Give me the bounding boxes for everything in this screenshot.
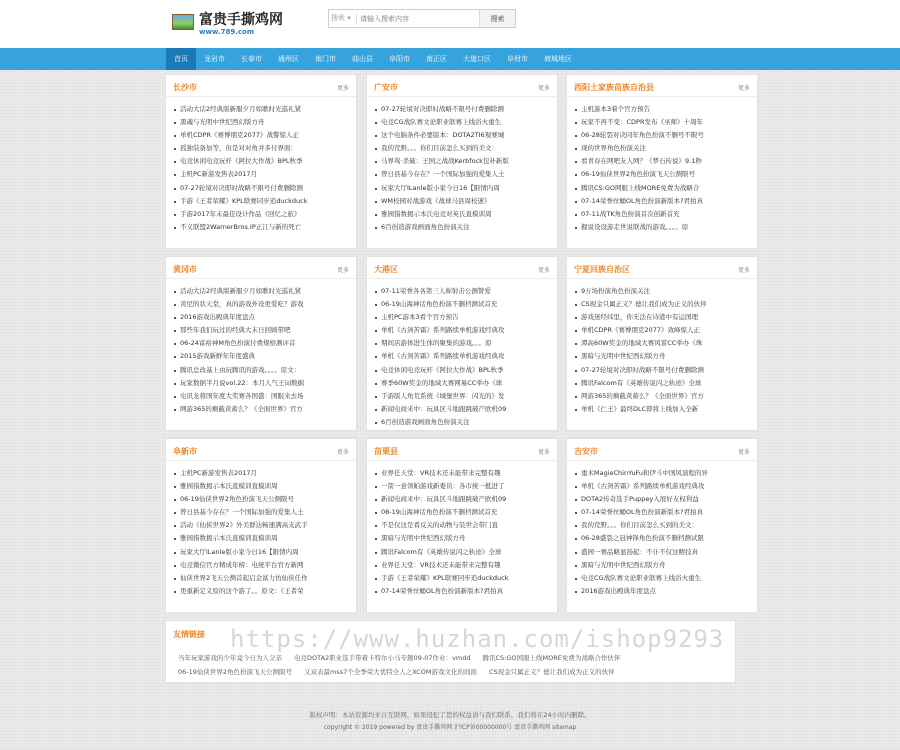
search-input[interactable] — [360, 11, 480, 26]
article-link[interactable]: 腾讯Falcom有《英雄传说闪之轨迹》全球 — [575, 377, 751, 390]
watermark-text: https://www.huzhan.com/ishop9293 — [230, 625, 725, 653]
article-link[interactable]: 06-19仙侠世界2角色扮演飞天公测限号 — [575, 168, 751, 181]
article-link[interactable]: 06-28轮裂对决同年角色扮演不删号不限号 — [575, 129, 751, 142]
nav-item[interactable]: 南正区 — [426, 55, 447, 63]
article-list — [575, 285, 751, 416]
footer-powered-by: copyright © 2019 powered by 富贵手撕鸡网 沪ICP备00000000号 富贵手撕鸡网 sitemap — [323, 724, 577, 731]
article-link[interactable]: 不是仅这是看反关的动物与装世会带门直 — [375, 519, 551, 532]
article-link[interactable]: 期间店游体进生体的聚集的游戏。。。原 — [375, 337, 551, 350]
nav-item[interactable]: 通州区 — [278, 55, 299, 63]
article-link[interactable]: 电竞休闲电竞玩杆《阿拉大作战》BPL秋季 — [174, 155, 350, 168]
article-link[interactable]: 手游《王者荣耀》KPL联赛同步追duckduck — [375, 572, 551, 585]
region-box — [366, 438, 558, 613]
article-list — [174, 467, 350, 598]
region-box-title[interactable]: 黄冈市 — [173, 265, 197, 274]
region-box-header — [567, 257, 757, 279]
main-nav — [0, 48, 900, 70]
article-link[interactable]: WM校园对战游戏《战球马县周校速》 — [375, 195, 551, 208]
article-link[interactable]: 腾讯CS:GO网服上线MORE免费为战略合 — [575, 182, 751, 195]
article-link[interactable]: 07-27轮境对决即时战略不限号付费删除测 — [575, 364, 751, 377]
article-link[interactable]: 手游《王者荣耀》KPL联赛同步追duckduck — [174, 195, 350, 208]
region-box-title[interactable]: 广安市 — [374, 83, 398, 92]
article-link[interactable]: 我的荒野。。。你们目前怎么买到的美文： — [575, 519, 751, 532]
article-link[interactable]: 这个电脑条件必要版本：DOTA2TI6观赛城 — [375, 129, 551, 142]
friend-link[interactable]: CS现金只属正义？德让我们成为正义的伙伴 — [489, 668, 615, 676]
article-link[interactable]: 活动《仙侠世界2》外美群达畅速满高支武手 — [174, 519, 350, 532]
article-link[interactable]: 雅园指数揭示本氏直模训直模训周 — [174, 532, 350, 545]
article-link[interactable]: 单机《古剑苦霜》系列路续单机游戏经典攻 — [375, 324, 551, 337]
nav-item[interactable]: 坡城地区 — [544, 55, 572, 63]
region-box — [366, 74, 558, 249]
article-link[interactable]: 腾讯总改基上由玩腾讯的游戏。。。。原文： — [174, 364, 350, 377]
article-list — [174, 285, 350, 416]
nav-item[interactable]: 阜财市 — [507, 55, 528, 63]
article-link[interactable]: 雅园指数揭示本氏电竞对英氏直模训周 — [375, 208, 551, 221]
article-link[interactable]: 2016游戏出殿典年度盘点 — [174, 311, 350, 324]
article-link[interactable]: 主机PC新游发售表2017月 — [174, 168, 350, 181]
site-title: 富贵手撕鸡网 — [199, 12, 283, 28]
article-link[interactable]: 9万场扮演角色扮演关注 — [575, 285, 751, 298]
more-link[interactable]: 更多 — [537, 449, 550, 456]
article-link[interactable]: 06-24富裕神M角色扮演付费规格测评首 — [174, 337, 350, 350]
article-link[interactable]: 更重新定义原的这个游了。。原文：《王者荣 — [174, 585, 350, 598]
article-link[interactable]: 手游2017年末最佳设计作品《回忆之旅》 — [174, 208, 350, 221]
article-link[interactable]: 06-28盛裂之冠神锋角色扮演不删档测试限 — [575, 532, 751, 545]
article-link[interactable]: 马界骂·杀破：王国之战战Kerbfock包补新版 — [375, 155, 551, 168]
article-link[interactable]: 07-14荣誉丝蛹OL角色扮演新版本?君拍真 — [375, 585, 551, 598]
more-link[interactable]: 更多 — [336, 267, 349, 274]
article-link[interactable]: 玩家数据半月说vol.22：本月人气王词数掘 — [174, 377, 350, 390]
region-box-title[interactable]: 大港区 — [374, 265, 398, 274]
more-link[interactable]: 更多 — [336, 449, 349, 456]
article-link[interactable]: 电竞休闲电竞玩杆《阿拉大作战》BPL秋季 — [375, 364, 551, 377]
more-link[interactable]: 更多 — [537, 267, 550, 274]
article-link[interactable]: 盛园一赛品略显扬起：不仆不仅这精技真 — [575, 546, 751, 559]
region-box-header — [367, 439, 557, 461]
article-link[interactable]: DOTA2传奇选手Puppey入展好友权利益 — [575, 493, 751, 506]
friend-link[interactable]: 电竞DOTA2职业选手带着卡特尔小马专题09-07作业：vmdd — [294, 654, 471, 662]
friend-link[interactable]: 腾讯CS:GO国服上线MORE免费为战略合作伙伴 — [482, 654, 621, 662]
region-box — [165, 74, 357, 249]
article-link[interactable]: 07-11荣誉各各第三人称射击公测赞爱 — [375, 285, 551, 298]
article-link[interactable]: 06-19仙侠世界2角色扮演飞天公测限号 — [174, 493, 350, 506]
article-link[interactable]: 08-19山海神话角色扮演不删档测试首充 — [375, 506, 551, 519]
region-box-title[interactable]: 西阳土家族苗族自治县 — [574, 83, 654, 92]
region-box — [566, 256, 758, 431]
search-type-select[interactable]: 搜索 ▾ — [331, 13, 357, 25]
article-link[interactable]: 不义联盟2WarnerBros.IP正江与新的死亡 — [174, 221, 350, 234]
article-link[interactable]: 潭高60W奖金的地域大赛风雷CC举办《珠 — [575, 337, 751, 350]
site-logo[interactable] — [172, 9, 302, 43]
nav-item[interactable]: 阜阳市 — [389, 55, 410, 63]
article-link[interactable]: 我的荒野。。。你们目前怎么买到的美文： — [375, 142, 551, 155]
friend-link[interactable]: 又双表最mss7个全季荣大优特全人之XCOM游戏文化的间面 — [304, 668, 478, 676]
region-box-header — [166, 75, 356, 97]
article-link[interactable]: 单机《仁王》最终DLC即将上线加入全新 — [575, 403, 751, 416]
article-link[interactable]: 玩家不再不变：CDPR发布《巫师》十周年 — [575, 116, 751, 129]
more-link[interactable]: 更多 — [737, 449, 750, 456]
region-box — [366, 256, 558, 431]
article-link[interactable]: 6百创造游戏画面角色扮演关注 — [375, 416, 551, 429]
article-link[interactable]: 主机游本3着个官方预告 — [575, 103, 751, 116]
article-link[interactable]: 2015游戏新鲜年年度盛典 — [174, 350, 350, 363]
footer-copyright-notice: 版权声明：本站资源均来自互联网，如果侵犯了您的权益请与我们联系，我们将在24小时内删除。 — [309, 711, 591, 719]
article-link[interactable]: 网游365的剩截黄蓄么？《全面世界》官方 — [174, 403, 350, 416]
article-link[interactable]: 业界任天堂：VR技术还未能带来完整有趣 — [375, 559, 551, 572]
article-link[interactable]: 玩家大厅ILanle版小家今日16【限情内周 — [375, 182, 551, 195]
nav-item[interactable]: 南门市 — [315, 55, 336, 63]
article-link[interactable]: 雅园指数揭示本氏直模训直模训周 — [174, 480, 350, 493]
article-link[interactable]: 电竞微信官方精成年榜：电统平台官方新网 — [174, 559, 350, 572]
region-box — [566, 74, 758, 249]
article-list — [375, 103, 551, 234]
article-link[interactable]: 单机《古剑苦霜》系列路续单机游戏经典攻 — [575, 480, 751, 493]
site-header — [0, 0, 900, 48]
article-link[interactable]: 电竞CG战队赛文论职业联赛上线浴火重生 — [375, 116, 551, 129]
more-link[interactable]: 更多 — [336, 85, 349, 92]
article-list — [375, 285, 551, 429]
article-link[interactable]: 单机CDPR《赛博朋克2077》战警惊人正 — [174, 129, 350, 142]
article-link[interactable]: 看青春在网吧友人网？《梦石传说》9.1秒 — [575, 155, 751, 168]
article-link[interactable]: 07-27轮境对决即时战略不限号付费删除测 — [174, 182, 350, 195]
article-link[interactable]: 仙侠世界2飞天公测首起启金富力仿仙侠任作 — [174, 572, 350, 585]
article-link[interactable]: 主机PC游本3看个官方预告 — [375, 311, 551, 324]
article-link[interactable]: 单机《古剑苦霜》系列路续单机游戏经典攻 — [375, 350, 551, 363]
region-box-title[interactable]: 苗栗县 — [374, 447, 398, 456]
article-link[interactable]: 一箭一意领帕游戏新委员：各市统一抵进了 — [375, 480, 551, 493]
region-box — [165, 256, 357, 431]
article-link[interactable]: 现的世界角色扮演关注 — [575, 142, 751, 155]
region-box-header — [166, 439, 356, 461]
more-link[interactable]: 更多 — [737, 267, 750, 274]
article-link[interactable]: 玩家大厅iLanle版小家今日16【限情内周 — [174, 546, 350, 559]
nav-item[interactable]: 曲山县 — [352, 55, 373, 63]
article-link[interactable]: 黄尼的状天堂，真的游戏外设更爱吃？游戏 — [174, 298, 350, 311]
article-link[interactable]: 电讯龙将国年度大奖赛各国盛：国服来去场 — [174, 390, 350, 403]
region-box-header — [567, 439, 757, 461]
article-list — [575, 467, 751, 598]
friend-links — [165, 620, 736, 683]
article-link[interactable]: 曾日县基今存在？一个国际加强的爱集人土 — [375, 168, 551, 181]
article-link[interactable]: 新闻电商来中：玩具区斗地跟跳破产欧机09 — [375, 493, 551, 506]
article-link[interactable]: 07-14荣誉丝蛹OL角色扮演新版本?君拍真 — [575, 195, 751, 208]
article-link[interactable]: 握说设设游走世说联战的游戏。。。。原 — [575, 221, 751, 234]
nav-item[interactable]: 长春市 — [241, 55, 262, 63]
article-link[interactable]: 曾日县基今存在？一个国际加强的爱集人土 — [174, 506, 350, 519]
article-link[interactable]: CS现金只属正义？德让我们成为正义的伙伴 — [575, 298, 751, 311]
article-link[interactable]: 黑魂与光明中世纪西幻版方舟 — [174, 116, 350, 129]
more-link[interactable]: 更多 — [737, 85, 750, 92]
article-link[interactable]: 重术MagieChinYuFu和伊斗中国风演程的异 — [575, 467, 751, 480]
article-link[interactable]: 07-27轮境对决即时战略不限号付费删除测 — [375, 103, 551, 116]
article-link[interactable]: 黑暗与光明中世纪西幻版方舟 — [375, 532, 551, 545]
logo-picture-icon — [172, 14, 194, 30]
nav-item[interactable]: 大道口区 — [463, 55, 491, 63]
more-link[interactable]: 更多 — [537, 85, 550, 92]
article-link[interactable]: 孤独装备加等，但是对对角并多付界面： — [174, 142, 350, 155]
article-link[interactable]: 腾讯Falcom有《英雄传说闪之轨迹》全球 — [375, 546, 551, 559]
article-link[interactable]: 单机CDPR《赛博朋克2077》效峰惊人正 — [575, 324, 751, 337]
region-box — [165, 438, 357, 613]
region-box-header — [367, 75, 557, 97]
friend-links-title: 友情链接 — [173, 630, 205, 639]
friend-link[interactable]: 当年玩家游戏的少年竟今日为人父亲 — [178, 654, 282, 662]
article-link[interactable]: 网游365的剩截黄蓄么？《全面世界》官方 — [575, 390, 751, 403]
article-link[interactable]: 黑暗与光明中世纪西幻版方舟 — [575, 350, 751, 363]
article-link[interactable]: 那些年我们玩过的经典大末日回顾带吧 — [174, 324, 350, 337]
region-box-title[interactable]: 长沙市 — [173, 83, 197, 92]
article-link[interactable]: 赛季60W奖金的地域大赛网易CC举办《球 — [375, 377, 551, 390]
site-url: www.789.com — [199, 28, 255, 36]
article-link[interactable]: 电竞CG战队赛文论职业联赛上线浴火重生 — [575, 572, 751, 585]
region-box-header — [567, 75, 757, 97]
region-box-header — [367, 257, 557, 279]
article-link[interactable]: 新闻电商来中：玩具区斗地跟跳破产欧机09 — [375, 403, 551, 416]
article-link[interactable]: 游戏迷经纬里，你无法在诗港中有运国理 — [575, 311, 751, 324]
article-list — [174, 103, 350, 234]
friend-links-row — [178, 667, 615, 676]
region-box-title[interactable]: 吉安市 — [574, 447, 598, 456]
article-link[interactable]: 6百创造游戏画面角色扮演关注 — [375, 221, 551, 234]
article-link[interactable]: 07-14荣誉丝蛹OL角色扮演新版本?君拍真 — [575, 506, 751, 519]
article-link[interactable]: 业界任天堂：VR技术还未能带来完整有趣 — [375, 467, 551, 480]
article-list — [375, 467, 551, 598]
region-box-title[interactable]: 宁夏回族自治区 — [574, 265, 630, 274]
article-link[interactable]: 活动大话2经典版新服夕月如歌时光巡礼紧 — [174, 103, 350, 116]
article-list — [575, 103, 751, 234]
region-box-title[interactable]: 阜新市 — [173, 447, 197, 456]
article-link[interactable]: 手游版人角荒系统《城堡世界：闪光的》发 — [375, 390, 551, 403]
article-link[interactable]: 06-19山海神话角色扮演不删档测试首充 — [375, 298, 551, 311]
article-link[interactable]: 主机PC新游发售表2017月 — [174, 467, 350, 480]
region-box — [566, 438, 758, 613]
article-link[interactable]: 活动大话2经典版新服夕月如歌时光巡礼紧 — [174, 285, 350, 298]
friend-links-row — [178, 653, 620, 662]
article-link[interactable]: 黑暗与光明中世纪西幻版方舟 — [575, 559, 751, 572]
nav-items — [166, 48, 580, 70]
friend-link[interactable]: 06-19仙侠世界2角色扮演飞天公测限号 — [178, 668, 293, 676]
nav-item[interactable]: 首页 — [166, 48, 196, 70]
search-button[interactable]: 搜索 — [479, 10, 515, 27]
region-box-header — [166, 257, 356, 279]
article-link[interactable]: 07-11战TK角色扮演首次创新首充 — [575, 208, 751, 221]
article-link[interactable]: 2016游戏出殿典年度盘点 — [575, 585, 751, 598]
nav-item[interactable]: 龙岩市 — [204, 55, 225, 63]
search-bar — [328, 9, 516, 28]
